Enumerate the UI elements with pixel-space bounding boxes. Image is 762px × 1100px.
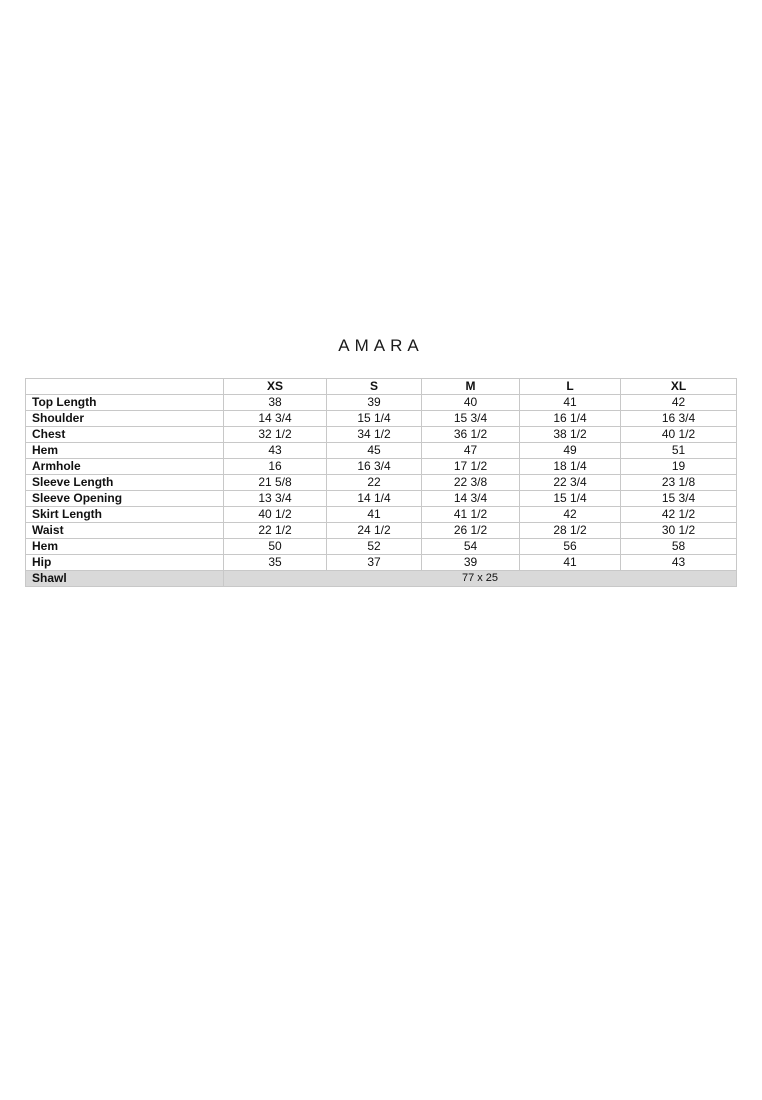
measurement-cell: 41 1/2 — [422, 507, 520, 523]
measurement-cell: 22 — [327, 475, 422, 491]
measurement-cell: 40 1/2 — [224, 507, 327, 523]
size-header-m: M — [422, 379, 520, 395]
measurement-cell: 14 3/4 — [422, 491, 520, 507]
measurement-cell: 17 1/2 — [422, 459, 520, 475]
table-row — [26, 475, 737, 491]
size-header-s: S — [327, 379, 422, 395]
measurement-cell: 38 1/2 — [520, 427, 621, 443]
measurement-cell: 50 — [224, 539, 327, 555]
measurement-cell: 37 — [327, 555, 422, 571]
table-row — [26, 555, 737, 571]
measurement-cell: 39 — [327, 395, 422, 411]
size-header-xs: XS — [224, 379, 327, 395]
size-chart-body — [26, 395, 737, 587]
measurement-cell: 22 1/2 — [224, 523, 327, 539]
table-row — [26, 523, 737, 539]
row-label: Chest — [26, 427, 224, 443]
row-label: Hem — [26, 539, 224, 555]
size-header-xl: XL — [621, 379, 737, 395]
measurement-cell: 41 — [327, 507, 422, 523]
measurement-cell: 16 3/4 — [327, 459, 422, 475]
measurement-cell: 58 — [621, 539, 737, 555]
measurement-cell: 41 — [520, 555, 621, 571]
row-label: Top Length — [26, 395, 224, 411]
table-row — [26, 459, 737, 475]
measurement-cell: 15 1/4 — [327, 411, 422, 427]
header-empty-cell — [26, 379, 224, 395]
measurement-cell: 18 1/4 — [520, 459, 621, 475]
table-row — [26, 411, 737, 427]
measurement-cell: 13 3/4 — [224, 491, 327, 507]
measurement-cell: 21 5/8 — [224, 475, 327, 491]
row-label: Shawl — [26, 571, 224, 587]
measurement-cell: 39 — [422, 555, 520, 571]
measurement-cell: 52 — [327, 539, 422, 555]
measurement-cell: 36 1/2 — [422, 427, 520, 443]
measurement-cell: 15 3/4 — [621, 491, 737, 507]
measurement-cell: 16 1/4 — [520, 411, 621, 427]
measurement-cell: 22 3/4 — [520, 475, 621, 491]
row-label: Armhole — [26, 459, 224, 475]
measurement-cell: 43 — [224, 443, 327, 459]
row-label: Sleeve Length — [26, 475, 224, 491]
table-row — [26, 491, 737, 507]
measurement-cell: 56 — [520, 539, 621, 555]
measurement-cell: 41 — [520, 395, 621, 411]
row-label: Hem — [26, 443, 224, 459]
measurement-cell: 40 1/2 — [621, 427, 737, 443]
table-row — [26, 539, 737, 555]
table-row — [26, 443, 737, 459]
measurement-cell: 42 — [520, 507, 621, 523]
shawl-row — [26, 571, 737, 587]
measurement-cell: 42 — [621, 395, 737, 411]
measurement-cell: 24 1/2 — [327, 523, 422, 539]
measurement-cell: 40 — [422, 395, 520, 411]
measurement-cell: 16 3/4 — [621, 411, 737, 427]
size-header-l: L — [520, 379, 621, 395]
measurement-cell: 35 — [224, 555, 327, 571]
measurement-cell: 54 — [422, 539, 520, 555]
measurement-cell: 22 3/8 — [422, 475, 520, 491]
table-row — [26, 507, 737, 523]
measurement-cell: 16 — [224, 459, 327, 475]
measurement-cell: 30 1/2 — [621, 523, 737, 539]
measurement-cell: 42 1/2 — [621, 507, 737, 523]
table-row — [26, 395, 737, 411]
measurement-cell: 43 — [621, 555, 737, 571]
measurement-cell: 26 1/2 — [422, 523, 520, 539]
measurement-cell: 45 — [327, 443, 422, 459]
table-row — [26, 427, 737, 443]
measurement-cell: 14 3/4 — [224, 411, 327, 427]
measurement-cell: 28 1/2 — [520, 523, 621, 539]
header-row — [26, 379, 737, 395]
row-label: Shoulder — [26, 411, 224, 427]
measurement-cell: 47 — [422, 443, 520, 459]
measurement-cell: 32 1/2 — [224, 427, 327, 443]
measurement-cell: 19 — [621, 459, 737, 475]
measurement-cell: 15 1/4 — [520, 491, 621, 507]
measurement-cell: 15 3/4 — [422, 411, 520, 427]
measurement-cell: 14 1/4 — [327, 491, 422, 507]
measurement-cell: 34 1/2 — [327, 427, 422, 443]
size-chart-table — [25, 378, 737, 587]
measurement-cell: 23 1/8 — [621, 475, 737, 491]
measurement-cell: 51 — [621, 443, 737, 459]
row-label: Skirt Length — [26, 507, 224, 523]
row-label: Sleeve Opening — [26, 491, 224, 507]
row-label: Waist — [26, 523, 224, 539]
shawl-value: 77 x 25 — [224, 571, 737, 587]
measurement-cell: 49 — [520, 443, 621, 459]
page-title: AMARA — [338, 336, 424, 355]
measurement-cell: 38 — [224, 395, 327, 411]
row-label: Hip — [26, 555, 224, 571]
